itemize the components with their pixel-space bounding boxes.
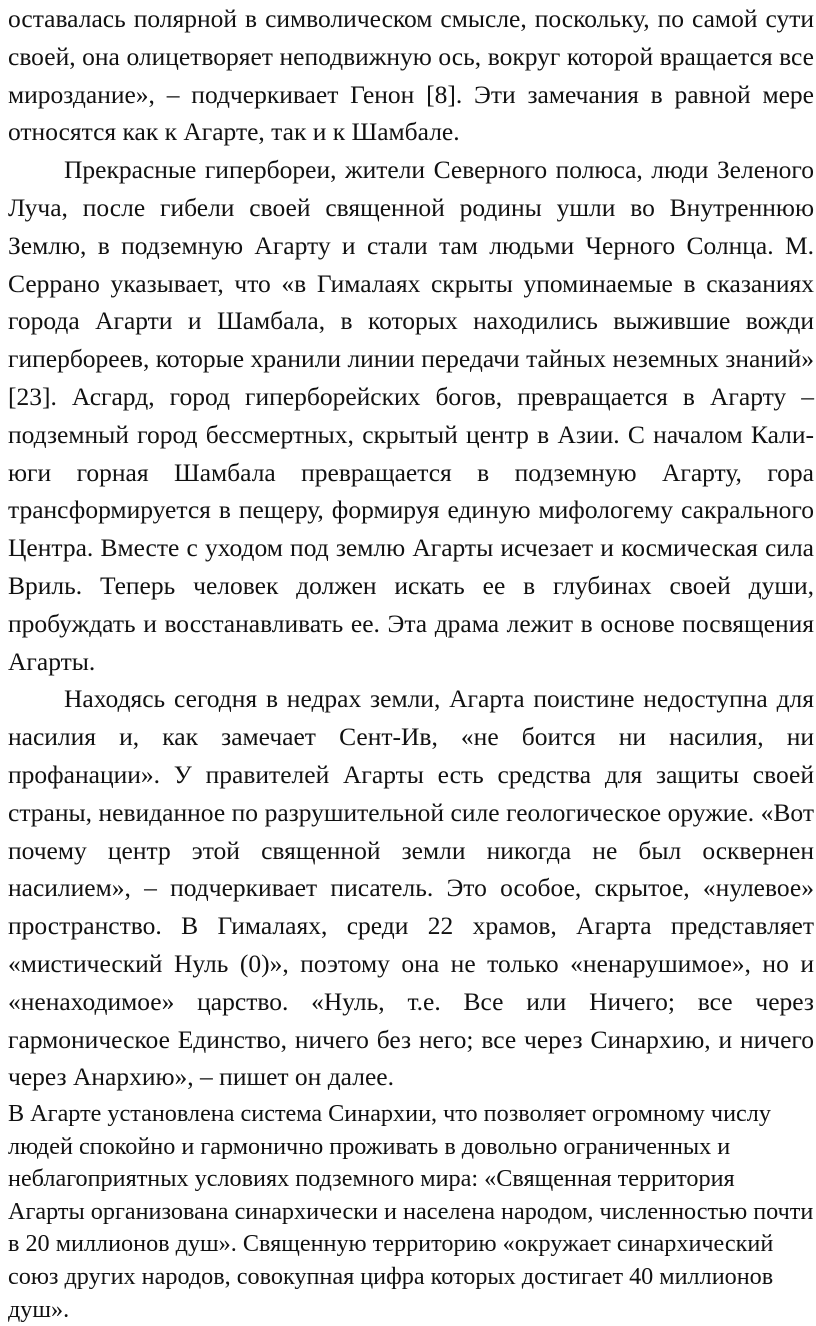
paragraph-1: оставалась полярной в символическом смысле, поскольку, по самой сути своей, она олицетворяет неподвижную ось, вокруг которой вращается все мироздание», – подчеркивает Генон [8]. Эти замечания в равной мере относятся как к Агарте, так и к Шамбале. [8, 4, 814, 147]
paragraph-2: Прекрасные гипербореи, жители Северного полюса, люди Зеленого Луча, после гибели своей священной родины ушли во Внутреннюю Землю, в подземную Агарту и стали там людьми Черного Солнца. М. Серрано указывает, что «в Гималаях скрыты упоминаемые в сказаниях города Агарти и Шамбала, в которых находились выжившие вожди гипербореев, которые хранили линии передачи тайных неземных знаний» [23]. Асгард, город гиперборейских богов, превращается в Агарту – подземный город бессмертных, скрытый центр в Азии. С началом Кали-юги горная Шамбала превращается в подземную Агарту, гора трансформируется в пещеру, формируя единую мифологему сакрального Центра. Вместе с уходом под землю Агарты исчезает и космическая сила Вриль. Теперь человек должен искать ее в глубинах своей души, пробуждать и восстанавливать ее. Эта драма лежит в основе посвящения Агарты. [8, 155, 814, 676]
paragraph-4: В Агарте установлена система Синархии, что позволяет огромному числу людей спокойно и гармонично проживать в довольно ограниченных и неблагоприятных условиях подземного мира: «Священная территория Агарты организована синархически и населена народом, численностью почти в 20 миллионов душ». Священную территорию «окружает синархический союз других народов, совокупная цифра которых достигает 40 миллионов душ». [8, 1100, 814, 1323]
document-page [8, 0, 814, 1326]
paragraph-3: Находясь сегодня в недрах земли, Агарта поистине недоступна для насилия и, как замечает Сент-Ив, «не боится ни насилия, ни профанации». У правителей Агарты есть средства для защиты своей страны, невиданное по разрушительной силе геологическое оружие. «Вот почему центр этой священной земли никогда не был осквернен насилием», – подчеркивает писатель. Это особое, скрытое, «нулевое» пространство. В Гималаях, среди 22 храмов, Агарта представляет «мистический Нуль (0)», поэтому она не только «ненарушимое», но и «ненаходимое» царство. «Нуль, т.е. Все или Ничего; все через гармоническое Единство, ничего без него; все через Синархию, и ничего через Анархию», – пишет он далее. [8, 684, 814, 1092]
